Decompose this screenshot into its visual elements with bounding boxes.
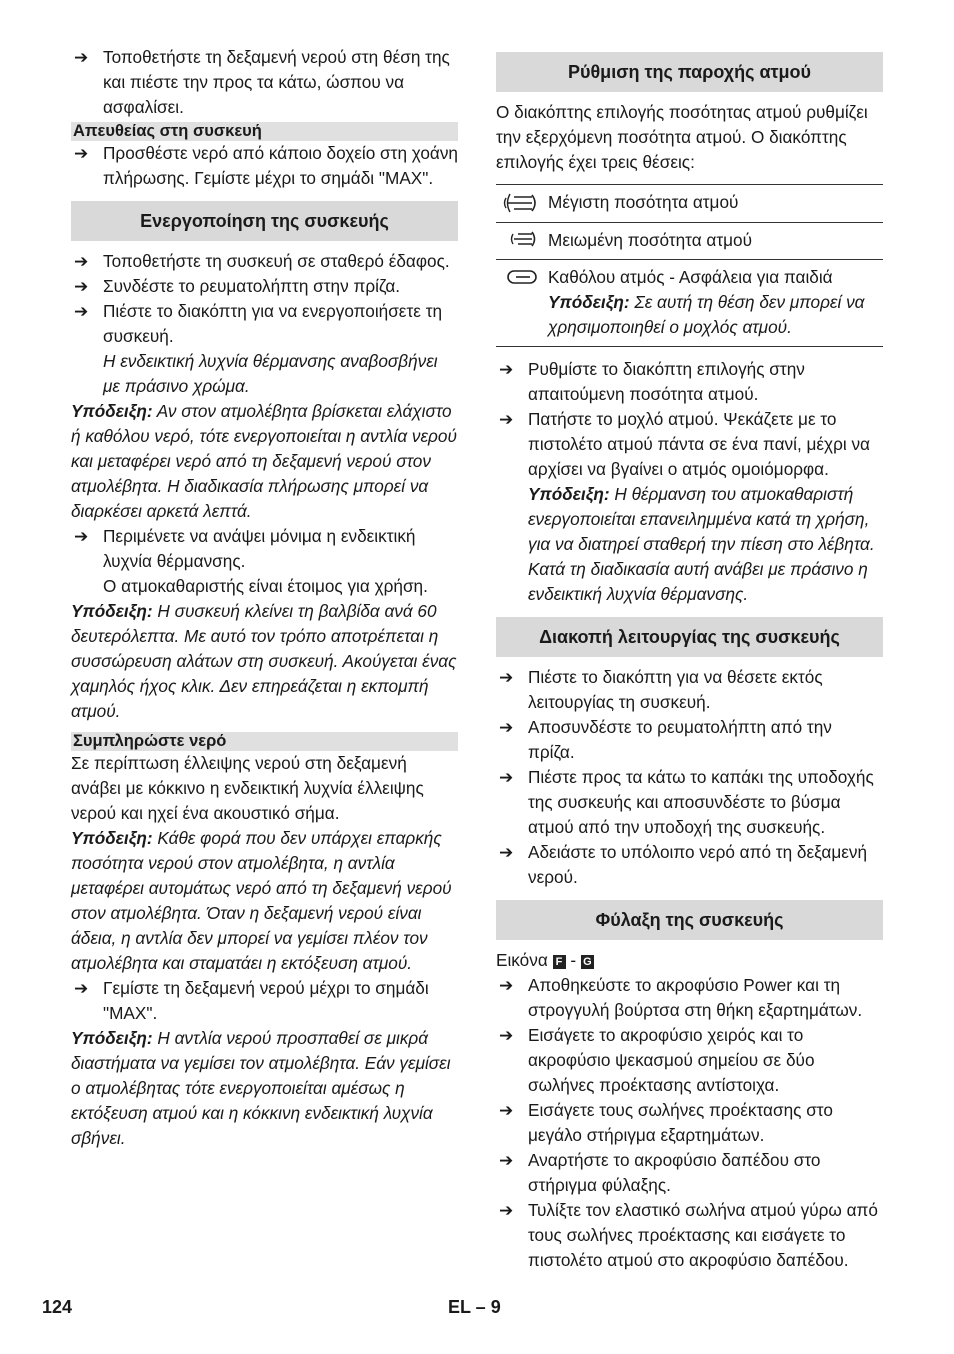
subheading-direct: Απευθείας στη συσκευή xyxy=(71,122,458,141)
figure-badge-f: F xyxy=(553,955,566,969)
subheading-fill-water: Συμπληρώστε νερό xyxy=(71,732,458,751)
note-label: Υπόδειξη: xyxy=(528,484,610,504)
arrow-icon: ➔ xyxy=(499,1026,514,1045)
step-press-lever: ➔ Πατήστε το μοχλό ατμού. Ψεκάζετε με το πιστολέτο ατμού πάντα σε ένα πανί, μέχρι να αρχίσει να βγαίνει ο ατμός ομοιόμορφα. xyxy=(499,409,870,479)
step-add-water: ➔ Προσθέστε νερό από κάποιο δοχείο στη χοάνη πλήρωσης. Γεμίστε μέχρι το σημάδι "MAX". xyxy=(74,143,458,188)
note-pump: Υπόδειξη: Κάθε φορά που δεν υπάρχει επαρκής ποσότητα νερού στον ατμολέβητα, η αντλία μεταφέρει αυτομάτως νερό από τη δεξαμενή νερού στον ατμολέβητα. Όταν η δεξαμενή νερού είναι άδεια, η αντλία δεν μπορεί να γεμίσει πλέον τον ατμολέβητα και σταματάει η εκτόξευση ατμού. xyxy=(71,828,452,973)
option-row-none xyxy=(496,260,883,347)
step-empty-tank: ➔ Αδειάστε το υπόλοιπο νερό από τη δεξαμενή νερού. xyxy=(499,842,868,887)
arrow-icon: ➔ xyxy=(499,1101,514,1120)
step-press-switch-result: Η ενδεικτική λυχνία θέρμανσης αναβοσβήνει με πράσινο χρώμα. xyxy=(103,351,438,396)
arrow-icon: ➔ xyxy=(74,144,89,163)
step-insert-tubes: ➔ Εισάγετε τους σωλήνες προέκτασης στο μεγάλο στήριγμα εξαρτημάτων. xyxy=(499,1100,833,1145)
arrow-icon: ➔ xyxy=(499,410,514,429)
arrow-icon: ➔ xyxy=(499,360,514,379)
heading-switch-off: Διακοπή λειτουργίας της συσκευής xyxy=(496,617,883,657)
heading-steam-setting: Ρύθμιση της παροχής ατμού xyxy=(496,52,883,92)
heading-switch-on: Ενεργοποίηση της συσκευής xyxy=(71,201,458,241)
right-column xyxy=(496,52,883,1273)
step-unplug: ➔ Αποσυνδέστε το ρευματολήπτη από την πρίζα. xyxy=(499,717,832,762)
option-none-text xyxy=(548,260,883,347)
figure-label: Εικόνα xyxy=(496,950,548,970)
arrow-icon: ➔ xyxy=(74,302,89,321)
arrow-icon: ➔ xyxy=(499,718,514,737)
option-none-label: Καθόλου ατμός - Ασφάλεια για παιδιά xyxy=(548,267,833,287)
arrow-icon: ➔ xyxy=(499,1201,514,1220)
arrow-icon: ➔ xyxy=(499,843,514,862)
step-wait-heat: ➔ Περιμένετε να ανάψει μόνιμα η ενδεικτική λυχνία θέρμανσης. xyxy=(74,526,416,571)
option-max-label: Μέγιστη ποσότητα ατμού xyxy=(548,185,883,223)
arrow-icon: ➔ xyxy=(74,48,89,67)
option-row-max xyxy=(496,185,883,223)
figure-separator: - xyxy=(570,950,577,970)
step-set-selector: ➔ Ρυθμίστε το διακόπτη επιλογής στην απαιτούμενη ποσότητα ατμού. xyxy=(499,359,805,404)
step-disconnect-plug: ➔ Πιέστε προς τα κάτω το καπάκι της υποδοχής της συσκευής και αποσυνδέστε το βύσμα ατμού από την υποδοχή της συσκευής. xyxy=(499,767,874,837)
step-stable-floor: ➔ Τοποθετήστε τη συσκευή σε σταθερό έδαφος. xyxy=(71,249,458,274)
note-label: Υπόδειξη: xyxy=(71,828,153,848)
steam-reduced-icon xyxy=(496,223,548,260)
option-reduced-label: Μειωμένη ποσότητα ατμού xyxy=(548,223,883,260)
arrow-icon: ➔ xyxy=(74,527,89,546)
note-label: Υπόδειξη: xyxy=(548,292,630,312)
page-number: 124 xyxy=(42,1297,73,1317)
language-page-label: EL – 9 xyxy=(448,1297,501,1317)
step-insert-nozzles: ➔ Εισάγετε το ακροφύσιο χειρός και το ακροφύσιο ψεκασμού σημείου σε δύο σωλήνες προέκτασης αντίστοιχα. xyxy=(499,1025,815,1095)
note-heating: Υπόδειξη: Η θέρμανση του ατμοκαθαριστή ενεργοποιείται επανειλημμένα κατά τη χρήση, για να διατηρεί σταθερή την πίεση στο λέβητα. Κατά τη διαδικασία αυτή ανάβει με πράσινο η ενδεικτική λυχνία θέρμανσης. xyxy=(528,484,875,604)
heading-storage: Φύλαξη της συσκευής xyxy=(496,900,883,940)
step-wait-heat-result: Ο ατμοκαθαριστής είναι έτοιμος για χρήση. xyxy=(103,576,428,596)
arrow-icon: ➔ xyxy=(499,668,514,687)
note-valve: Υπόδειξη: Η συσκευή κλείνει τη βαλβίδα ανά 60 δευτερόλεπτα. Με αυτό τον τρόπο αποτρέπεται η συσσώρευση αλάτων στη συσκευή. Ακούγεται ένας χαμηλός ήχος κλικ. Δεν επηρεάζεται η εκπομπή ατμού. xyxy=(71,601,457,721)
arrow-icon: ➔ xyxy=(499,768,514,787)
steam-max-icon xyxy=(496,185,548,223)
figure-reference xyxy=(496,948,883,973)
step-press-switch: ➔ Πιέστε το διακόπτη για να ενεργοποιήσετε τη συσκευή. xyxy=(74,301,443,346)
arrow-icon: ➔ xyxy=(74,979,89,998)
note-boiler-fill: Υπόδειξη: Αν στον ατμολέβητα βρίσκεται ελάχιστο ή καθόλου νερό, τότε ενεργοποιείται η αντλία νερού και μεταφέρει νερό από τη δεξαμενή νερού στον ατμολέβητα. Η διαδικασία πλήρωσης μπορεί να διαρκέσει αρκετά λεπτά. xyxy=(71,401,457,521)
arrow-icon: ➔ xyxy=(499,976,514,995)
steam-off-icon xyxy=(496,260,548,347)
figure-badge-g: G xyxy=(581,955,594,969)
note-label: Υπόδειξη: xyxy=(71,401,153,421)
step-plug-in: ➔ Συνδέστε το ρευματολήπτη στην πρίζα. xyxy=(71,274,458,299)
step-wrap-hose: ➔ Τυλίξτε τον ελαστικό σωλήνα ατμού γύρω από τους σωλήνες προέκτασης και εισάγετε το πιστολέτο ατμού στο ακροφύσιο δαπέδου. xyxy=(499,1200,878,1270)
note-label: Υπόδειξη: xyxy=(71,601,153,621)
arrow-icon: ➔ xyxy=(74,252,89,271)
arrow-icon: ➔ xyxy=(74,277,89,296)
note-pump-retry: Υπόδειξη: Η αντλία νερού προσπαθεί σε μικρά διαστήματα να γεμίσει τον ατμολέβητα. Εάν γεμίσει ο ατμολέβητας τότε ενεργοποιείται αμέσως η εκτόξευση ατμού και η κόκκινη ενδεικτική λυχνία σβήνει. xyxy=(71,1028,451,1148)
step-fill-tank: ➔ Γεμίστε τη δεξαμενή νερού μέχρι το σημάδι "MAX". xyxy=(74,978,429,1023)
steam-options-table xyxy=(496,184,883,347)
step-insert-tank: ➔ Τοποθετήστε τη δεξαμενή νερού στη θέση της και πιέστε την προς τα κάτω, ώσπου να ασφαλίσει. xyxy=(74,47,450,117)
paragraph-fill-water: Σε περίπτωση έλλειψης νερού στη δεξαμενή ανάβει με κόκκινο η ενδεικτική λυχνία έλλειψης νερού και ηχεί ένα ακουστικό σήμα. xyxy=(71,753,424,823)
arrow-icon: ➔ xyxy=(499,1151,514,1170)
left-column xyxy=(71,45,458,1151)
step-store-nozzles: ➔ Αποθηκεύστε το ακροφύσιο Power και τη στρογγυλή βούρτσα στη θήκη εξαρτημάτων. xyxy=(499,975,863,1020)
option-row-reduced xyxy=(496,223,883,260)
note-label: Υπόδειξη: xyxy=(71,1028,153,1048)
paragraph-steam-setting: Ο διακόπτης επιλογής ποσότητας ατμού ρυθμίζει την εξερχόμενη ποσότητα ατμού. Ο διακόπτης επιλογής έχει τρεις θέσεις: xyxy=(496,102,868,172)
option-none-note: Σε αυτή τη θέση δεν μπορεί να χρησιμοποιηθεί ο μοχλός ατμού. xyxy=(548,292,865,337)
step-hang-floor-nozzle: ➔ Αναρτήστε το ακροφύσιο δαπέδου στο στήριγμα φύλαξης. xyxy=(499,1150,821,1195)
step-switch-off: ➔ Πιέστε το διακόπτη για να θέσετε εκτός λειτουργίας τη συσκευή. xyxy=(499,667,823,712)
